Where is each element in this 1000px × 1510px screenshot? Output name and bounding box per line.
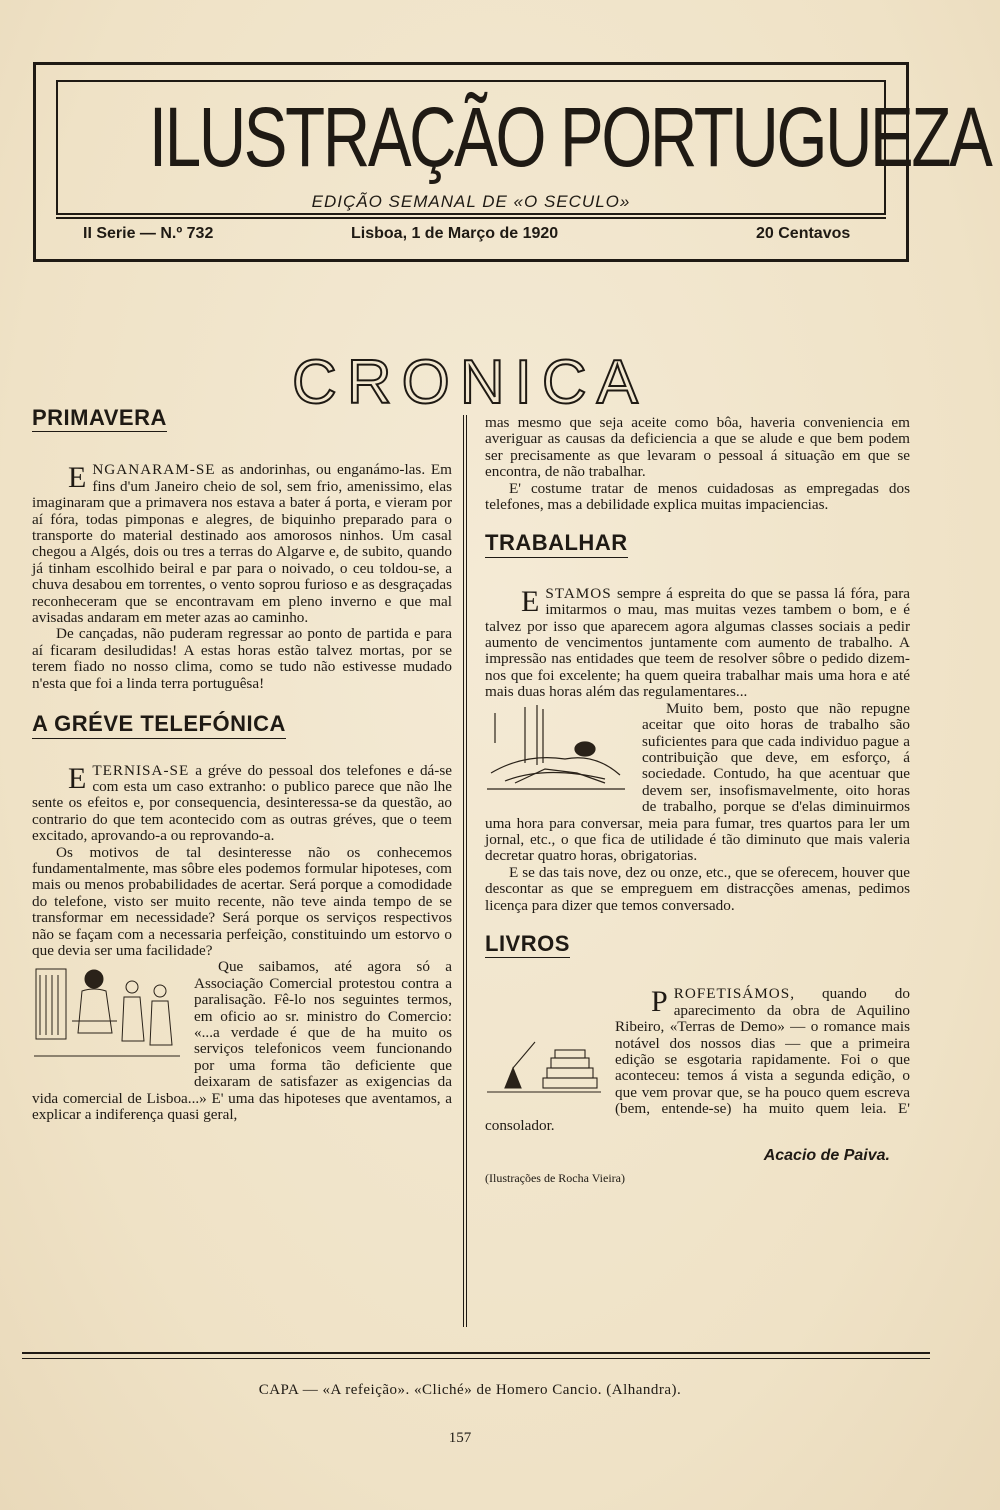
lead-word: NGANARAM-SE — [92, 461, 216, 479]
greve-paragraph-1 — [32, 763, 452, 845]
column-divider — [463, 415, 467, 1327]
masthead — [33, 62, 991, 262]
issue-price: 20 Centavos — [756, 225, 851, 242]
dropcap: P — [651, 985, 668, 1019]
greve-paragraph-2: Os motivos de tal desinteresse não os conhecemos fundamentalmente, mas sôbre eles podemos formular hipoteses, com mais ou menos probabilidades de acertar. Será porque a comodidade do telefone, visto ser muito recente, não teve ainda tempo de se transformar em necessidade? Será porque os serviços respectivos não se façam com a necessaria perfeição, constituindo um estorvo o que devia ser uma facilidade? — [32, 843, 452, 959]
publication-title: ILUSTRAÇÃO PORTUGUEZA — [148, 90, 991, 184]
paragraph-text: , quando do aparecimento da obra de Aquilino Ribeiro, «Terras de Demo» — o romance mais notável dos nossos dias — que a primeira edição se esgotaria rapidamente. Foi o que aconteceu: temos á vista a segunda edição, o que vem provar que, se ha pouco quem escreva (bem, entende-se) ha muito quem leia. E' consolador. — [485, 985, 910, 1134]
paragraph-text: sempre á espreita do que se passa lá fóra, para imitarmos o mau, mas muitas vezes tambem o bom, e é talvez por isso que aparecem agora algumas classes sociais a pedir aumento de vencimentos juntamente com aumento de trabalho. A impressão nas entidades que teem de resolver sôbre o pedido dizem-nos que foi excelente; ha quem queira trabalhar mais uma hora e até mais duas horas além das regulamentares... — [485, 584, 910, 701]
section-title-trabalhar: TRABALHAR — [485, 530, 628, 556]
resting-worker-illustration — [485, 703, 630, 802]
primavera-paragraph-1 — [32, 462, 452, 626]
publication-subtitle: EDIÇÃO SEMANAL DE «O SECULO» — [311, 192, 631, 211]
section-title-livros: LIVROS — [485, 930, 570, 956]
books-inkwell-illustration — [485, 1038, 603, 1102]
primavera-paragraph-2: De cançadas, não puderam regressar ao ponto de partida e para aí ficaram desiludidas! A estas horas estão talvez mortas, por se terem fiado no nosso clima, como se tudo não estivesse mudado n'esta que foi a linda terra portuguêsa! — [32, 625, 452, 692]
masthead-inner-frame — [56, 80, 991, 215]
lead-word: ROFETISÁMOS — [673, 985, 791, 1003]
paragraph-text: as andorinhas, ou enganámo-las. Em fins d'um Janeiro cheio de sol, sem frio, amenissimo, elas imaginaram que a primavera nos estava a bater á porta, e vieram por aí fóra, todas pimponas e alegres, de biquinho preparado para o transporte do material destinado aos amorosos ninhos. Um casal chegou a Algés, dois ou tres a terras do Algarve e, de subito, quando já tinham escolhido beiral e par para o noivado, o ceu toldou-se, a chuva desabou em torrentes, o vento soprou furioso e as desgraçadas reconheceram que se encontravam em pleno inverno e que mal avisadas andaram em meter azas ao caminho. — [32, 461, 452, 627]
trabalhar-paragraph-2: Muito bem, posto que não repugne aceitar que oito horas de trabalho são suficientes para que cada individuo pague a contribuição que deve, em esforço, á sociedade. Contudo, ha que acentuar que devem ser, insofismavelmente, oito horas de trabalho, porque se d'elas diminuirmos uma hora para conversar, meia para fumar, tres quartos para ler um jornal, etc., o que fica de utilidade é tão diminuto que mais valeria decretar quatro horas, obrigatorias. — [485, 699, 910, 865]
section-title-greve: A GRÉVE TELEFÓNICA — [32, 711, 286, 737]
left-column — [32, 405, 452, 1124]
right-column — [485, 415, 910, 1187]
dropcap: E — [68, 461, 87, 495]
issue-date: Lisboa, 1 de Março de 1920 — [351, 225, 559, 242]
cover-caption: CAPA — «A refeição». «Cliché» de Homero Cancio. (Alhandra). — [258, 1382, 682, 1398]
illustration-credits: (Ilustrações de Rocha Vieira) — [485, 1171, 625, 1186]
section-title-primavera: PRIMAVERA — [32, 405, 167, 430]
dropcap: E — [521, 584, 540, 618]
lead-word: TERNISA-SE — [92, 761, 190, 779]
page-number: 157 — [448, 1430, 472, 1446]
issue-series: II Serie — N.º 732 — [83, 225, 214, 242]
trabalhar-paragraph-1 — [485, 586, 910, 701]
greve-paragraph-3: Que saibamos, até agora só a Associação Comercial protestou contra a paralisação. Fê-lo nos seguintes termos, em oficio ao sr. ministro do Comercio: «...a verdade é que de ha muito os serviços telefonicos veem funcionando por uma forma tão deficiente que deixaram de satisfazer as exigencias da vida comercial de Lisboa...» E' uma das hipoteses que aventamos, a explicar a indiferença quasi geral, — [32, 958, 452, 1124]
footer-rule-thin — [22, 1358, 930, 1359]
dropcap: E — [68, 761, 87, 795]
lead-word: STAMOS — [545, 584, 612, 602]
telephone-operators-illustration — [32, 961, 182, 1075]
page-heading: CRONICA — [292, 347, 648, 417]
paragraph-text: a gréve do pessoal dos telefones e dá-se com esta um caso extranho: o publico parece que não lhe sente os efeitos e, por consequencia, desinteressa-se da questão, ao contrario do que tem acontecido com as outras gréves, que o teem excitado, aprovando-a ou reprovando-a. — [32, 761, 452, 845]
greve-paragraph-5: E' costume tratar de menos cuidadosas as empregadas dos telefones, mas a debilidade explica muitas impaciencias. — [485, 479, 910, 514]
footer-rule — [22, 1352, 930, 1354]
trabalhar-paragraph-3: E se das tais nove, dez ou onze, etc., que se oferecem, houver que descontar as que se empreguem em distracções amenas, pedimos licença para dizer que temos conversado. — [485, 863, 910, 914]
greve-paragraph-4: mas mesmo que seja aceite como bôa, haveria conveniencia em averiguar as causas da deficiencia a que se alude e que bem podem ser precisamente as que levaram o pessoal á situação em que se encontra, de não trabalhar. — [485, 414, 910, 481]
author-signature: Acacio de Paiva. — [763, 1147, 890, 1165]
